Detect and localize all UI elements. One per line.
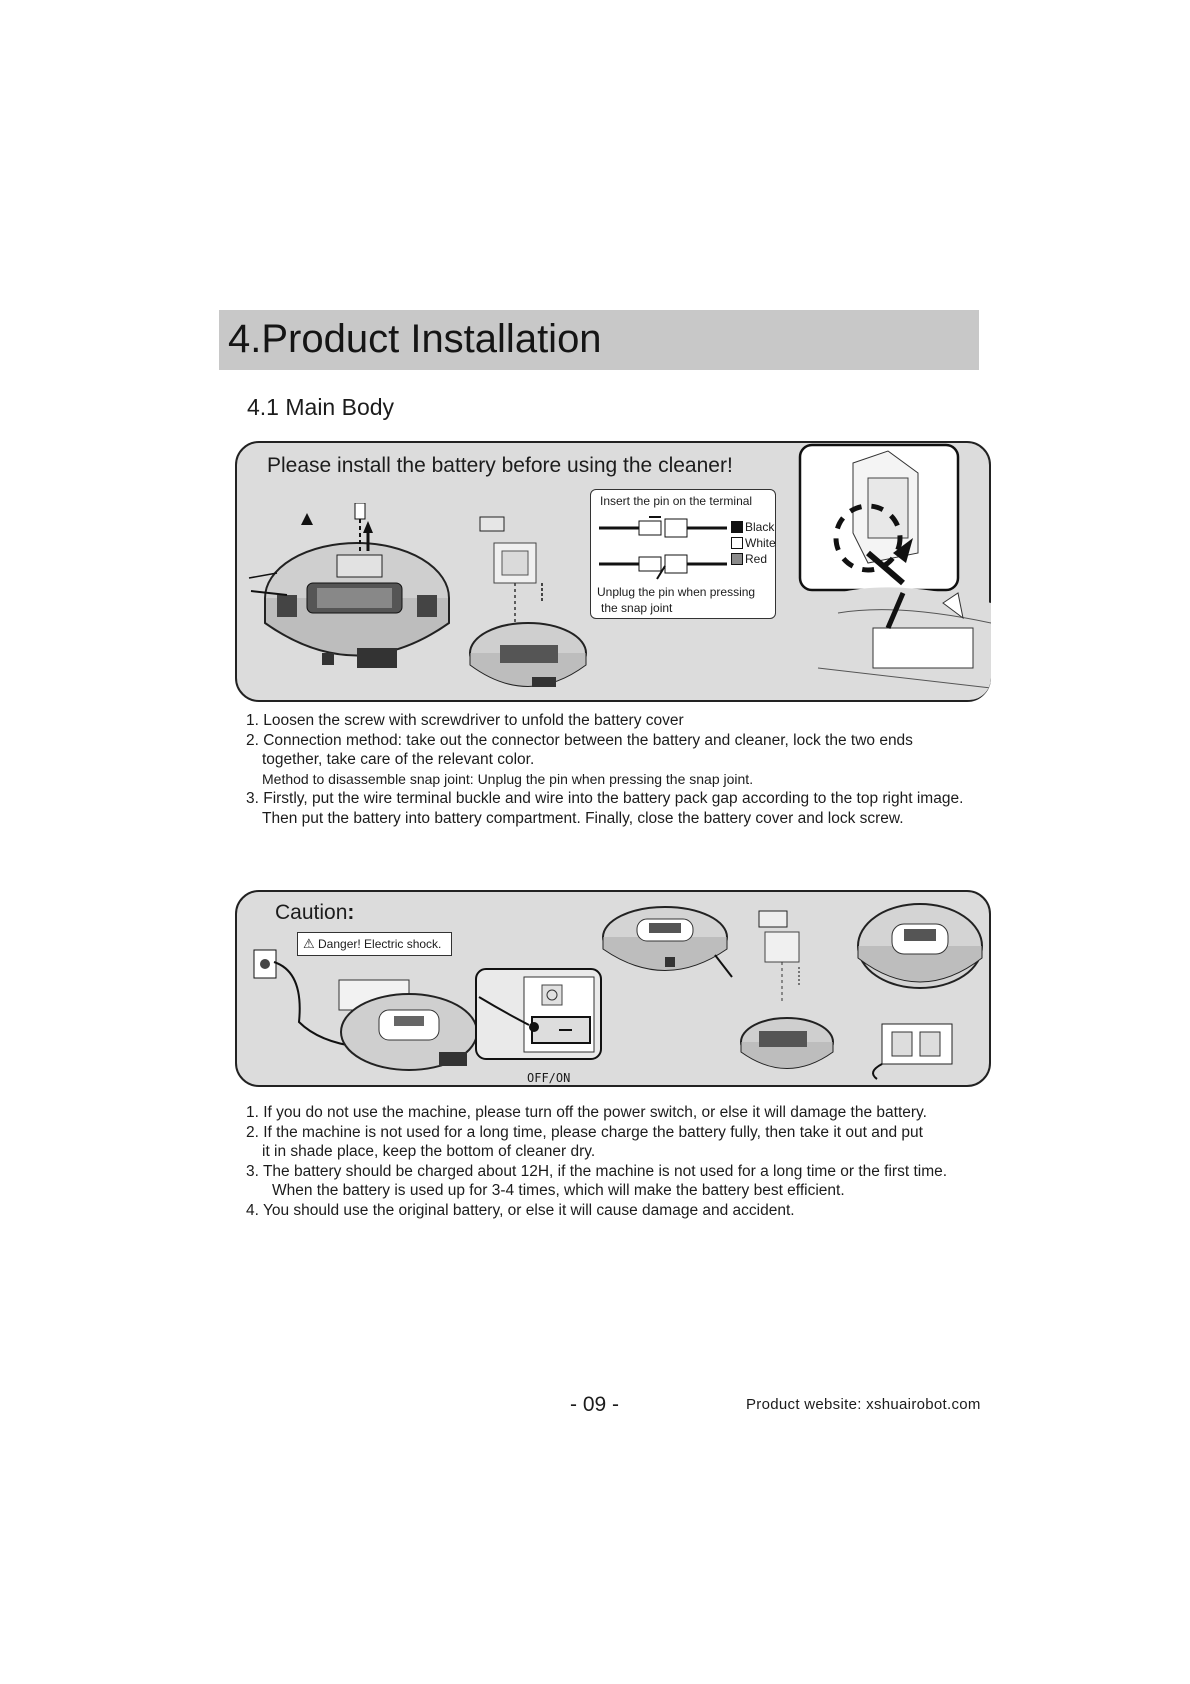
robot-battery-top-illustration — [852, 894, 992, 1084]
battery-removal-illustration — [737, 907, 847, 1082]
legend-label: Red — [745, 551, 768, 566]
danger-label-text: Danger! Electric shock. — [318, 937, 442, 951]
callout-insert-text: Insert the pin on the terminal — [600, 494, 753, 508]
install-panel-heading: Please install the battery before using the cleaner! — [267, 454, 733, 477]
callout-unplug-text-1: Unplug the pin when pressing — [597, 585, 756, 599]
caution-step: 3. The battery should be charged about 12H, if the machine is not used for a long time or the first time. — [246, 1162, 948, 1180]
install-step: together, take care of the relevant color. — [262, 751, 535, 768]
page-number: - 09 - — [570, 1393, 620, 1416]
install-step: Then put the battery into battery compartment. Finally, close the battery cover and lock screw. — [262, 809, 904, 827]
product-website: Product website: xshuairobot.com — [746, 1396, 981, 1413]
install-step: Method to disassemble snap joint: Unplug the pin when pressing the snap joint. — [262, 770, 754, 787]
warning-icon: ⚠ — [303, 936, 315, 951]
battery-install-panel — [235, 441, 991, 702]
install-step: 3. Firstly, put the wire terminal buckle and wire into the battery pack gap according to the top right image. — [246, 790, 964, 807]
legend-item — [731, 519, 776, 535]
caution-step: 1. If you do not use the machine, please turn off the power switch, or else it will damage the battery. — [246, 1104, 927, 1121]
caution-step: it in shade place, keep the bottom of cleaner dry. — [262, 1143, 596, 1160]
callout-unplug-text-2: the snap joint — [601, 601, 673, 615]
legend-swatch-red — [731, 553, 743, 565]
page-title: 4.Product Installation — [228, 317, 602, 361]
connector-callout — [590, 489, 776, 619]
switch-label: OFF/ON — [527, 1071, 571, 1085]
power-switch-illustration — [474, 967, 604, 1077]
robot-battery-illustration — [462, 513, 592, 693]
legend-label: White — [745, 535, 776, 550]
robot-top-illustration — [597, 897, 737, 987]
install-instructions — [246, 711, 963, 828]
charging-robot-illustration — [249, 932, 479, 1082]
caution-panel — [235, 890, 991, 1087]
caution-instructions — [246, 1103, 947, 1220]
robot-bottom-illustration — [247, 503, 462, 683]
legend-swatch-black — [731, 521, 743, 533]
section-header-bar — [219, 310, 979, 370]
caution-heading — [275, 900, 354, 926]
color-legend — [731, 519, 776, 567]
caution-heading-text: Caution — [275, 901, 348, 924]
legend-label: Black — [745, 519, 775, 534]
legend-item — [731, 535, 776, 551]
battery-detail-image — [798, 443, 991, 700]
caution-heading-colon: : — [347, 901, 355, 924]
install-step: 1. Loosen the screw with screwdriver to unfold the battery cover — [246, 712, 684, 729]
connector-diagram — [599, 514, 729, 584]
caution-step: When the battery is used up for 3-4 times, which will make the battery best efficient. — [272, 1182, 845, 1199]
install-step: 2. Connection method: take out the connector between the battery and cleaner, lock the two ends — [246, 731, 913, 749]
legend-item — [731, 551, 776, 567]
caution-step: 2. If the machine is not used for a long time, please charge the battery fully, then take it out and put — [246, 1123, 923, 1141]
caution-step: 4. You should use the original battery, or else it will cause damage and accident. — [246, 1201, 795, 1219]
section-subtitle: 4.1 Main Body — [247, 394, 395, 420]
legend-swatch-white — [731, 537, 743, 549]
battery-compartment-illustration — [798, 443, 991, 700]
